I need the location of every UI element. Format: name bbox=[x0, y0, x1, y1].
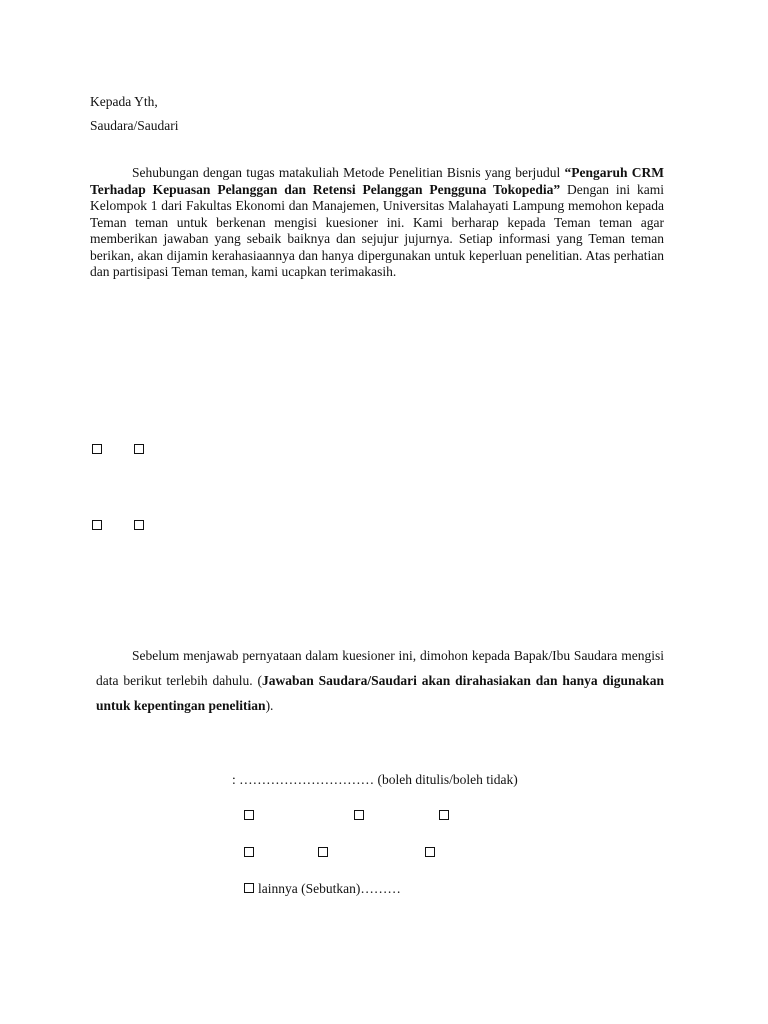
intro-text-before: Sehubungan dengan tugas matakuliah Metode Penelitian Bisnis yang berjudul bbox=[132, 165, 565, 180]
intro-paragraph bbox=[90, 165, 664, 281]
checkbox-option[interactable] bbox=[318, 847, 328, 857]
checkbox-option[interactable] bbox=[244, 810, 254, 820]
instructions-paragraph bbox=[96, 643, 664, 718]
salutation-recipient: Kepada Yth, bbox=[90, 94, 158, 109]
instructions-text-after: ). bbox=[265, 698, 274, 713]
checkbox-option[interactable] bbox=[92, 520, 102, 530]
name-field-line[interactable]: : ………………………… (boleh ditulis/boleh tidak) bbox=[232, 772, 518, 787]
other-option-label: lainnya (Sebutkan)……… bbox=[258, 881, 401, 896]
instructions-bold: Jawaban Saudara/Saudari akan dirahasiakan dan hanya digunakan untuk kepentingan penelitian bbox=[96, 673, 664, 713]
checkbox-option[interactable] bbox=[134, 444, 144, 454]
checkbox-option[interactable] bbox=[425, 847, 435, 857]
checkbox-other[interactable] bbox=[244, 883, 254, 893]
instructions-text-before: Sebelum menjawab pernyataan dalam kuesioner ini, dimohon kepada Bapak/Ibu Saudara mengisi data berikut terlebih dahulu. ( bbox=[96, 648, 664, 688]
checkbox-option[interactable] bbox=[92, 444, 102, 454]
checkbox-option[interactable] bbox=[354, 810, 364, 820]
salutation-audience: Saudara/Saudari bbox=[90, 118, 179, 133]
checkbox-option[interactable] bbox=[134, 520, 144, 530]
checkbox-option[interactable] bbox=[244, 847, 254, 857]
intro-text-after: Dengan ini kami Kelompok 1 dari Fakultas Ekonomi dan Manajemen, Universitas Malahayati Lampung memohon kepada Teman teman untuk berkenan mengisi kuesioner ini. Kami berharap kepada Teman teman agar memberikan jawaban yang sebaik baiknya dan sejujur jujurnya. Setiap informasi yang Teman teman berikan, akan dijamin kerahasiaannya dan hanya dipergunakan untuk keperluan penelitian. Atas perhatian dan partisipasi Teman teman, kami ucapkan terimakasih. bbox=[90, 181, 664, 279]
checkbox-option[interactable] bbox=[439, 810, 449, 820]
research-title: “Pengaruh CRM Terhadap Kepuasan Pelanggan dan Retensi Pelanggan Pengguna Tokopedia” bbox=[90, 165, 664, 197]
